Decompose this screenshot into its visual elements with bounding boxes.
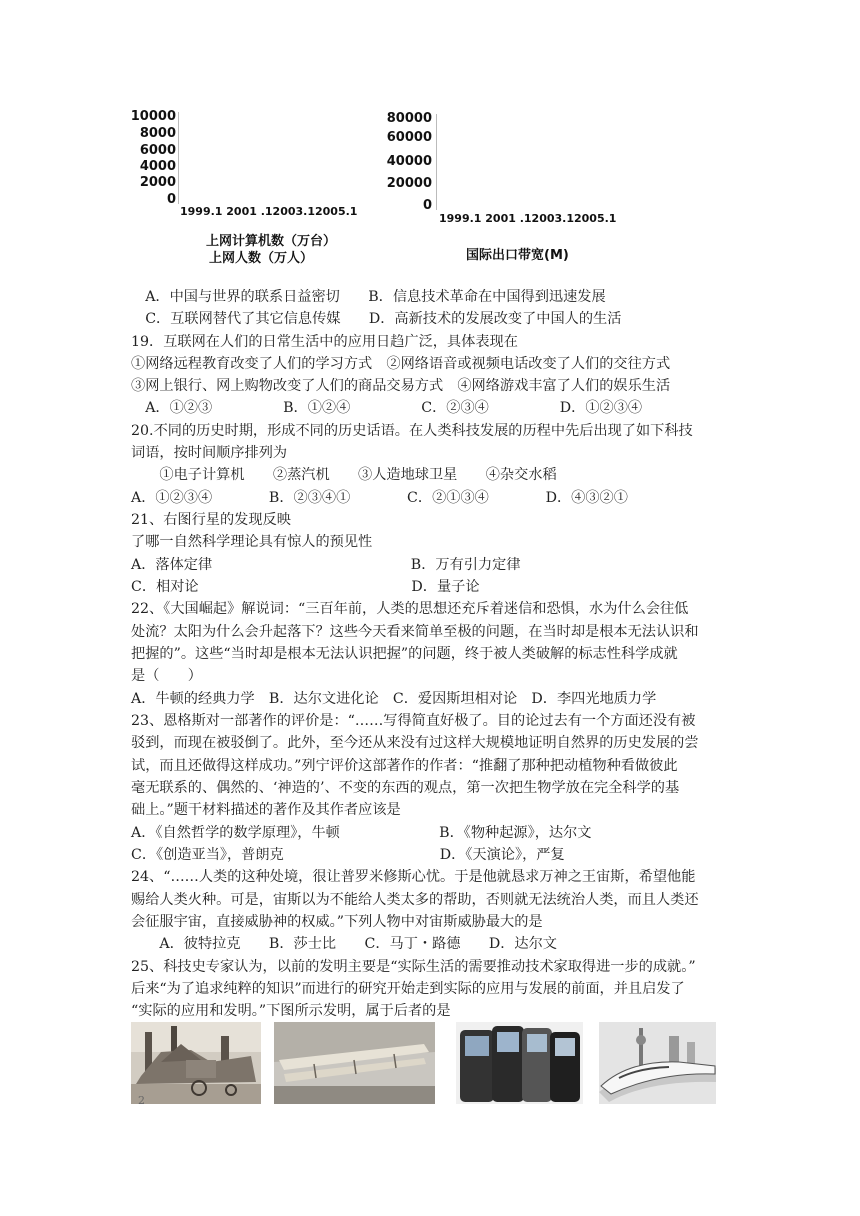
text-line: 赐给人类火种。可是，宙斯以为不能给人类太多的帮助，否则就无法统治人类，而且人类还 xyxy=(131,892,699,908)
chart-caption: 国际出口带宽(M) xyxy=(466,248,569,263)
y-tick: 40000 xyxy=(386,154,432,169)
text-line: 础上。”题干材料描述的著作及其作者应该是 xyxy=(131,802,401,818)
text-line: 20.不同的历史时期，形成不同的历史话语。在人类科技发展的历程中先后出现了如下科技 xyxy=(131,423,693,439)
photo-early-aircraft xyxy=(274,1022,435,1104)
text-line: 驳到，而现在被驳倒了。此外，至今还从来没有过这样大规模地证明自然界的历史发展的尝 xyxy=(131,735,699,751)
text-line: 是（ ） xyxy=(131,668,202,684)
text-line: A．中国与世界的联系日益密切 B．信息技术革命在中国得到迅速发展 xyxy=(131,289,606,305)
chart-caption: 上网人数（万人） xyxy=(209,251,314,266)
y-tick: 4000 xyxy=(139,159,176,174)
y-tick: 60000 xyxy=(386,130,432,145)
y-tick: 20000 xyxy=(386,176,432,191)
text-line: A．牛顿的经典力学 B．达尔文进化论 C．爱因斯坦相对论 D．李四光地质力学 xyxy=(131,691,657,707)
photo-steam-factory xyxy=(131,1022,261,1104)
y-axis xyxy=(436,114,437,210)
text-line: 21、右图行星的发现反映 xyxy=(131,512,291,528)
y-tick: 6000 xyxy=(139,143,176,158)
text-line: C．相对论 D．量子论 xyxy=(131,579,480,595)
text-line: 把握的”。这些“当时却是根本无法认识把握”的问题，终于被人类破解的标志性科学成就 xyxy=(131,646,678,662)
text-line: 23、恩格斯对一部著作的评价是：“……写得简直好极了。目的论过去有一个方面还没有被 xyxy=(131,713,696,729)
chart-caption: 上网计算机数（万台） xyxy=(206,234,337,249)
photo-maglev-train xyxy=(599,1022,716,1104)
text-line: ①网络远程教育改变了人们的学习方式 ②网络语音或视频电话改变了人们的交往方式 xyxy=(131,356,671,372)
text-line: ①电子计算机 ②蒸汽机 ③人造地球卫星 ④杂交水稻 xyxy=(131,467,557,483)
text-line: A．彼特拉克 B．莎士比 C．马丁・路德 D．达尔文 xyxy=(131,936,557,952)
text-line: A．落体定律 B．万有引力定律 xyxy=(131,557,521,573)
text-line: “实际的应用和发明。”下图所示发明，属于后者的是 xyxy=(131,1003,451,1019)
text-line: 词语，按时间顺序排列为 xyxy=(131,445,288,461)
x-axis-labels: 1999.1 2001 .12003.12005.1 xyxy=(439,212,617,225)
y-tick: 80000 xyxy=(386,111,432,126)
text-line: A．①②③④ B．②③④① C．②①③④ D．④③②① xyxy=(131,490,628,506)
y-tick: 10000 xyxy=(130,109,176,124)
y-tick: 8000 xyxy=(139,126,176,141)
y-tick: 2000 xyxy=(139,175,176,190)
text-line: 会征服宇宙，直接威胁神的权威。”下列人物中对宙斯威胁最大的是 xyxy=(131,914,543,930)
text-line: 25、科技史专家认为，以前的发明主要是“实际生活的需要推动技术家取得进一步的成就。” xyxy=(131,959,696,975)
x-axis-labels: 1999.1 2001 .12003.12005.1 xyxy=(180,205,358,218)
text-line: 后来“为了追求纯粹的知识”而进行的研究开始走到实际的应用与发展的前面，并且启发了 xyxy=(131,981,685,997)
text-line: 处流？太阳为什么会升起落下？这些今天看来简单至极的问题，在当时却是根本无法认识和 xyxy=(131,624,699,640)
text-line: 22、《大国崛起》解说词：“三百年前，人类的思想还充斥着迷信和恐惧，水为什么会往低 xyxy=(131,601,689,617)
y-axis xyxy=(178,112,179,204)
text-line: C．《创造亚当》，普朗克 D．《天演论》，严复 xyxy=(131,847,565,863)
text-line: 毫无联系的、偶然的、‘神造的’、不变的东西的观点，第一次把生物学放在完全科学的基 xyxy=(131,780,680,796)
text-line: A．①②③ B．①②④ C．②③④ D．①②③④ xyxy=(131,400,643,416)
text-line: 24、“……人类的这种处境，很让普罗米修斯心忧。于是他就恳求万神之王宙斯，希望他能 xyxy=(131,869,696,885)
photo-mobile-phones xyxy=(456,1022,583,1104)
text-line: 了哪一自然科学理论具有惊人的预见性 xyxy=(131,534,373,550)
text-line: 试，而且还做得这样成功。”列宁评价这部著作的作者：“推翻了那种把动植物种看做彼此 xyxy=(131,758,678,774)
y-tick: 0 xyxy=(422,198,432,213)
text-line: C．互联网替代了其它信息传媒 D．高新技术的发展改变了中国人的生活 xyxy=(131,311,622,327)
text-line: A．《自然哲学的数学原理》，牛顿 B．《物种起源》，达尔文 xyxy=(131,825,592,841)
text-line: 19．互联网在人们的日常生活中的应用日趋广泛，具体表现在 xyxy=(131,334,518,350)
y-tick: 0 xyxy=(166,192,176,207)
page-number: 2 xyxy=(138,1094,145,1107)
text-line: ③网上银行、网上购物改变了人们的商品交易方式 ④网络游戏丰富了人们的娱乐生活 xyxy=(131,378,671,394)
